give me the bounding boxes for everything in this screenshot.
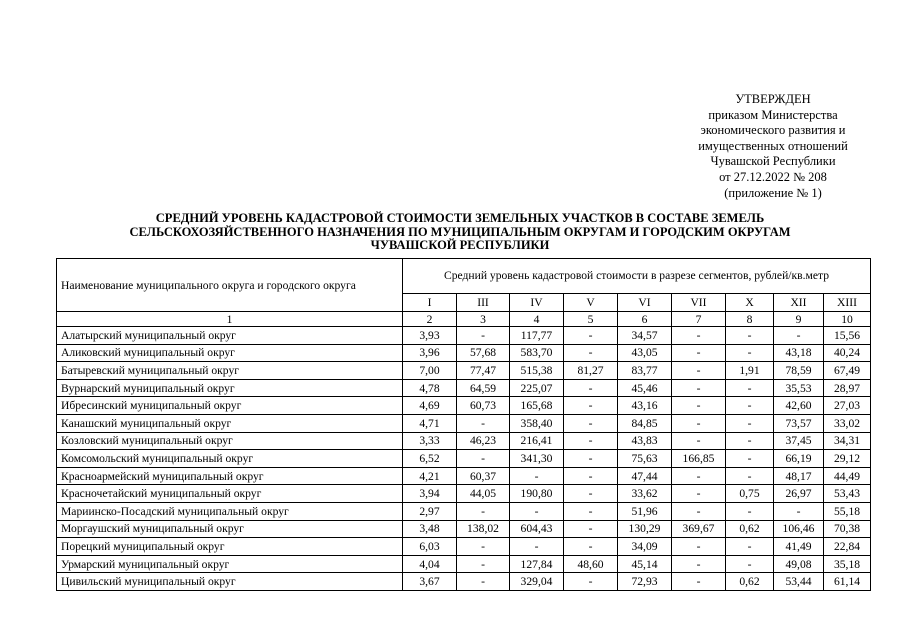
value-cell: 28,97: [824, 379, 871, 397]
value-cell: -: [457, 327, 510, 345]
approval-line: имущественных отношений: [698, 138, 848, 153]
value-cell: -: [672, 573, 726, 591]
value-cell: 190,80: [510, 485, 564, 503]
column-number-cell: 2: [403, 312, 457, 327]
value-cell: -: [564, 520, 618, 538]
table-row: [57, 397, 871, 415]
value-cell: 64,59: [457, 379, 510, 397]
value-cell: 6,52: [403, 450, 457, 468]
value-cell: 7,00: [403, 362, 457, 380]
value-cell: 42,60: [774, 397, 824, 415]
table-row: [57, 327, 871, 345]
value-cell: -: [457, 555, 510, 573]
value-cell: 73,57: [774, 414, 824, 432]
value-cell: 4,69: [403, 397, 457, 415]
value-cell: 0,62: [726, 573, 774, 591]
column-number-cell: 8: [726, 312, 774, 327]
segment-header-cell: VII: [672, 293, 726, 311]
value-cell: 0,75: [726, 485, 774, 503]
value-cell: 358,40: [510, 414, 564, 432]
value-cell: 329,04: [510, 573, 564, 591]
district-name-cell: Аликовский муниципальный округ: [57, 344, 403, 362]
name-column-header: Наименование муниципального округа и городского округа: [57, 259, 403, 312]
approval-stamp: [690, 92, 856, 201]
district-name-cell: Красночетайский муниципальный округ: [57, 485, 403, 503]
value-cell: 369,67: [672, 520, 726, 538]
value-cell: -: [672, 327, 726, 345]
value-cell: -: [726, 414, 774, 432]
table-row: [57, 379, 871, 397]
value-cell: -: [457, 450, 510, 468]
value-cell: 604,43: [510, 520, 564, 538]
value-cell: -: [564, 344, 618, 362]
value-cell: 60,37: [457, 467, 510, 485]
value-cell: 60,73: [457, 397, 510, 415]
value-cell: 26,97: [774, 485, 824, 503]
value-cell: 53,44: [774, 573, 824, 591]
value-cell: 75,63: [618, 450, 672, 468]
value-cell: -: [672, 414, 726, 432]
value-cell: -: [510, 538, 564, 556]
value-cell: 78,59: [774, 362, 824, 380]
title-line: СЕЛЬСКОХОЗЯЙСТВЕННОГО НАЗНАЧЕНИЯ ПО МУНИЦИПАЛЬНЫМ ОКРУГАМ И ГОРОДСКИМ ОКРУГАМ: [129, 224, 791, 239]
value-cell: -: [726, 450, 774, 468]
value-cell: -: [510, 502, 564, 520]
title-line: ЧУВАШСКОЙ РЕСПУБЛИКИ: [370, 238, 550, 252]
approval-line: Чувашской Республики: [710, 154, 836, 169]
value-cell: -: [564, 573, 618, 591]
value-cell: 43,16: [618, 397, 672, 415]
value-cell: 49,08: [774, 555, 824, 573]
district-name-cell: Ибресинский муниципальный округ: [57, 397, 403, 415]
value-cell: 77,47: [457, 362, 510, 380]
segment-header-cell: XIII: [824, 293, 871, 311]
value-cell: 34,09: [618, 538, 672, 556]
segment-header-cell: IV: [510, 293, 564, 311]
value-cell: 67,49: [824, 362, 871, 380]
value-cell: 40,24: [824, 344, 871, 362]
value-cell: 3,67: [403, 573, 457, 591]
value-cell: -: [726, 555, 774, 573]
value-cell: 83,77: [618, 362, 672, 380]
header-row: [57, 259, 871, 294]
value-cell: 41,49: [774, 538, 824, 556]
value-cell: -: [726, 502, 774, 520]
table-row: [57, 520, 871, 538]
column-number-cell: 7: [672, 312, 726, 327]
table-row: [57, 573, 871, 591]
value-cell: 3,96: [403, 344, 457, 362]
value-cell: 583,70: [510, 344, 564, 362]
value-cell: -: [774, 327, 824, 345]
value-cell: -: [457, 414, 510, 432]
table-row: [57, 414, 871, 432]
cadastral-value-table: [56, 258, 871, 591]
table-row: [57, 502, 871, 520]
segment-header-cell: X: [726, 293, 774, 311]
district-name-cell: Урмарский муниципальный округ: [57, 555, 403, 573]
segment-header-cell: V: [564, 293, 618, 311]
value-cell: 35,18: [824, 555, 871, 573]
segments-group-header: Средний уровень кадастровой стоимости в разрезе сегментов, рублей/кв.метр: [403, 259, 871, 294]
value-cell: 22,84: [824, 538, 871, 556]
document-title: [80, 212, 840, 253]
column-number-cell: 5: [564, 312, 618, 327]
column-number-cell: 4: [510, 312, 564, 327]
value-cell: 66,19: [774, 450, 824, 468]
value-cell: -: [564, 432, 618, 450]
district-name-cell: Моргаушский муниципальный округ: [57, 520, 403, 538]
value-cell: -: [564, 485, 618, 503]
value-cell: 51,96: [618, 502, 672, 520]
value-cell: 45,14: [618, 555, 672, 573]
column-number-cell: 1: [57, 312, 403, 327]
value-cell: -: [564, 450, 618, 468]
value-cell: -: [726, 397, 774, 415]
segment-header-cell: III: [457, 293, 510, 311]
value-cell: 55,18: [824, 502, 871, 520]
value-cell: 4,78: [403, 379, 457, 397]
value-cell: 44,49: [824, 467, 871, 485]
value-cell: 33,62: [618, 485, 672, 503]
value-cell: 45,46: [618, 379, 672, 397]
column-number-cell: 6: [618, 312, 672, 327]
value-cell: -: [672, 502, 726, 520]
table-row: [57, 432, 871, 450]
value-cell: -: [672, 467, 726, 485]
value-cell: 225,07: [510, 379, 564, 397]
value-cell: -: [672, 397, 726, 415]
value-cell: 106,46: [774, 520, 824, 538]
district-name-cell: Вурнарский муниципальный округ: [57, 379, 403, 397]
value-cell: 127,84: [510, 555, 564, 573]
value-cell: 44,05: [457, 485, 510, 503]
value-cell: 37,45: [774, 432, 824, 450]
value-cell: 34,57: [618, 327, 672, 345]
column-number-row: [57, 312, 871, 327]
approval-line: приказом Министерства: [708, 107, 838, 122]
district-name-cell: Комсомольский муниципальный округ: [57, 450, 403, 468]
district-name-cell: Козловский муниципальный округ: [57, 432, 403, 450]
district-name-cell: Порецкий муниципальный округ: [57, 538, 403, 556]
value-cell: 3,94: [403, 485, 457, 503]
value-cell: -: [457, 538, 510, 556]
value-cell: 43,83: [618, 432, 672, 450]
value-cell: 341,30: [510, 450, 564, 468]
table-row: [57, 555, 871, 573]
value-cell: 216,41: [510, 432, 564, 450]
value-cell: -: [672, 344, 726, 362]
district-name-cell: Цивильский муниципальный округ: [57, 573, 403, 591]
value-cell: -: [672, 379, 726, 397]
value-cell: 33,02: [824, 414, 871, 432]
value-cell: 166,85: [672, 450, 726, 468]
value-cell: -: [564, 502, 618, 520]
segment-header-cell: XII: [774, 293, 824, 311]
value-cell: 43,18: [774, 344, 824, 362]
value-cell: 165,68: [510, 397, 564, 415]
value-cell: 70,38: [824, 520, 871, 538]
value-cell: 3,48: [403, 520, 457, 538]
value-cell: 3,93: [403, 327, 457, 345]
value-cell: -: [726, 344, 774, 362]
value-cell: 0,62: [726, 520, 774, 538]
value-cell: 15,56: [824, 327, 871, 345]
table-row: [57, 485, 871, 503]
value-cell: -: [564, 327, 618, 345]
value-cell: 515,38: [510, 362, 564, 380]
value-cell: -: [564, 414, 618, 432]
value-cell: 61,14: [824, 573, 871, 591]
value-cell: -: [774, 502, 824, 520]
district-name-cell: Мариинско-Посадский муниципальный округ: [57, 502, 403, 520]
value-cell: 27,03: [824, 397, 871, 415]
value-cell: -: [672, 538, 726, 556]
value-cell: 29,12: [824, 450, 871, 468]
value-cell: 4,71: [403, 414, 457, 432]
value-cell: 72,93: [618, 573, 672, 591]
value-cell: 1,91: [726, 362, 774, 380]
value-cell: 3,33: [403, 432, 457, 450]
value-cell: 35,53: [774, 379, 824, 397]
value-cell: 48,17: [774, 467, 824, 485]
value-cell: -: [564, 467, 618, 485]
value-cell: 6,03: [403, 538, 457, 556]
value-cell: 81,27: [564, 362, 618, 380]
value-cell: -: [457, 502, 510, 520]
table-row: [57, 450, 871, 468]
table-row: [57, 362, 871, 380]
approval-line: (приложение № 1): [724, 185, 822, 200]
value-cell: 57,68: [457, 344, 510, 362]
value-cell: 138,02: [457, 520, 510, 538]
approval-line: УТВЕРЖДЕН: [735, 92, 811, 106]
value-cell: -: [457, 573, 510, 591]
value-cell: -: [564, 379, 618, 397]
value-cell: -: [564, 538, 618, 556]
value-cell: -: [726, 379, 774, 397]
approval-line: от 27.12.2022 № 208: [719, 169, 827, 184]
value-cell: 84,85: [618, 414, 672, 432]
value-cell: 4,21: [403, 467, 457, 485]
value-cell: 117,77: [510, 327, 564, 345]
value-cell: 130,29: [618, 520, 672, 538]
column-number-cell: 10: [824, 312, 871, 327]
approval-line: экономического развития и: [700, 123, 846, 138]
value-cell: -: [726, 467, 774, 485]
value-cell: -: [672, 555, 726, 573]
segment-header-cell: I: [403, 293, 457, 311]
value-cell: -: [726, 327, 774, 345]
table-row: [57, 344, 871, 362]
value-cell: 47,44: [618, 467, 672, 485]
table-row: [57, 467, 871, 485]
value-cell: -: [726, 538, 774, 556]
value-cell: -: [672, 432, 726, 450]
column-number-cell: 3: [457, 312, 510, 327]
value-cell: 2,97: [403, 502, 457, 520]
value-cell: -: [510, 467, 564, 485]
district-name-cell: Батыревский муниципальный округ: [57, 362, 403, 380]
value-cell: -: [672, 362, 726, 380]
district-name-cell: Канашский муниципальный округ: [57, 414, 403, 432]
value-cell: 43,05: [618, 344, 672, 362]
value-cell: 48,60: [564, 555, 618, 573]
segment-header-cell: VI: [618, 293, 672, 311]
value-cell: 34,31: [824, 432, 871, 450]
district-name-cell: Алатырский муниципальный округ: [57, 327, 403, 345]
value-cell: -: [726, 432, 774, 450]
table-row: [57, 538, 871, 556]
column-number-cell: 9: [774, 312, 824, 327]
value-cell: 46,23: [457, 432, 510, 450]
value-cell: 53,43: [824, 485, 871, 503]
value-cell: -: [672, 485, 726, 503]
district-name-cell: Красноармейский муниципальный округ: [57, 467, 403, 485]
value-cell: -: [564, 397, 618, 415]
title-line: СРЕДНИЙ УРОВЕНЬ КАДАСТРОВОЙ СТОИМОСТИ ЗЕМЕЛЬНЫХ УЧАСТКОВ В СОСТАВЕ ЗЕМЕЛЬ: [155, 211, 765, 225]
value-cell: 4,04: [403, 555, 457, 573]
